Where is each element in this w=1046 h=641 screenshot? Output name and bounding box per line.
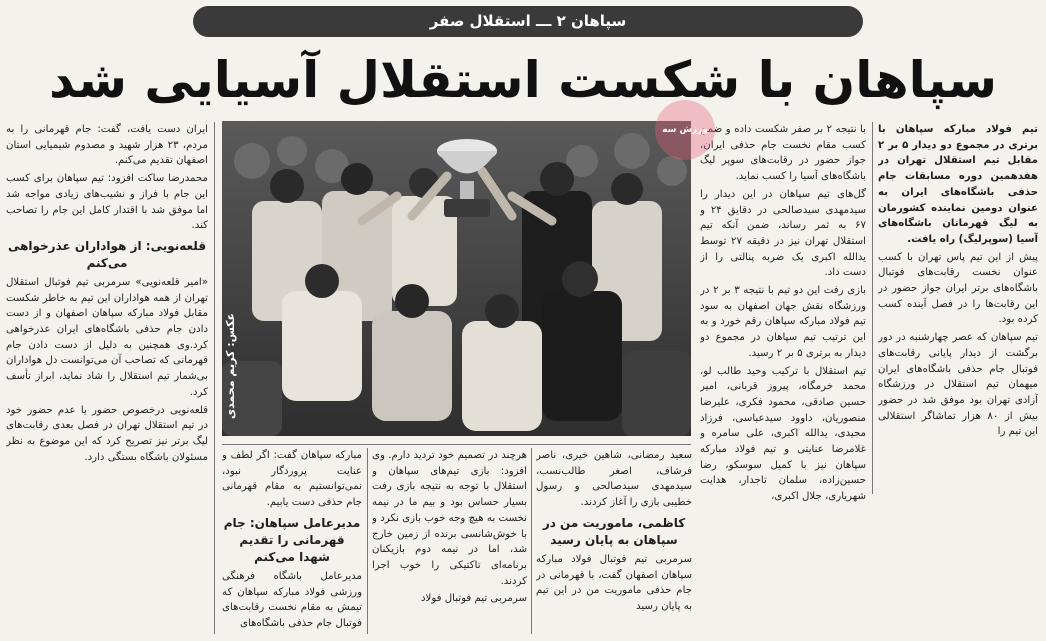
column-lead bbox=[878, 122, 1038, 494]
paragraph: محمدرضا ساکت افزود: تیم سپاهان برای کسب این جام با فراز و نشیب‌های زیادی مواجه شد اما موفق شد با اقتدار کامل این جام را تصاحب کند. bbox=[6, 173, 208, 232]
column-divider bbox=[872, 122, 873, 494]
column-2 bbox=[700, 122, 866, 634]
headline: سپاهان با شکست استقلال آسیایی شد bbox=[48, 51, 998, 109]
paragraph: تیم استقلال با ترکیب وحید طالب لو، محمد خرمگاه، پیروز قربانی، امیر حسین صادقی، محمود فکری، علیرضا منصوریان، داوود سیدعباسی، فرزاد مجیدی، یدالله اکبری، علی سامره و غلامرضا عنایتی و تیم فولاد مبارکه سپاهان نیز با کمیل سوسکو، رضا حسین‌زاده، سلمان تاجدار، هدایت شهریاری، جلال اکبری، bbox=[700, 365, 866, 503]
column-divider bbox=[367, 448, 368, 634]
watermark-logo: ورزش سه bbox=[655, 100, 715, 160]
paragraph: «امیر قلعه‌نویی» سرمربی تیم فوتبال استقلال تهران از همه هواداران این تیم به خاطر شکست مقابل فولاد مبارکه سپاهان اصفهان و از دست دادن جام حذفی باشگاه‌های ایران عذرخواهی کرد.وی همچنین به دلیل از دست دادن جام قهرمانی که تصاحب آن می‌توانست دل هواداران بی‌شمار تیم استقلال را شاد نماید، ابراز تأسف کرد. bbox=[6, 276, 208, 398]
paragraph: سرمربی تیم فوتبال فولاد مبارکه سپاهان اصفهان گفت، با قهرمانی در جام حذفی ماموریت من در این تیم به پایان رسید bbox=[536, 553, 692, 612]
subheading: کاظمی، ماموریت من در سپاهان به پایان رسید bbox=[542, 515, 686, 547]
paragraph: با نتیجه ۲ بر صفر شکست داده و ضمن کسب مقام نخست جام حذفی ایران، جواز حضور در رقابت‌های سوپر لیگ باشگاه‌های آسیا را کسب نماید. bbox=[700, 124, 866, 183]
paragraph: سرمربی تیم فوتبال فولاد bbox=[421, 593, 527, 605]
paragraph: سعید رمضانی، شاهین خیری، ناصر فرشاف، اصغر طالب‌نسب، سیدمهدی سیدصالحی و رسول خطیبی بازی را آغاز کردند. bbox=[536, 450, 692, 509]
column-6 bbox=[6, 122, 208, 634]
column-divider bbox=[214, 122, 215, 634]
paragraph: تیم سپاهان که عصر چهارشنبه در دور برگشت از دیدار پایانی رقابت‌های فوتبال جام حذفی باشگاه‌های ایران میهمان تیم استقلال در ورزشگاه آزادی تهران بود موفق شد در حضور بیش از ۸۰ هزار تماشاگر استقلالی این تیم را bbox=[878, 332, 1038, 438]
column-4 bbox=[372, 448, 527, 634]
paragraph: قلعه‌نویی درخصوص حضور یا عدم حضور خود در تیم استقلال تهران در فصل بعدی رقابت‌های لیگ برتر نیز تصریح کرد که این موضوع به نظر مسئولان باشگاه بستگی دارد. bbox=[6, 404, 208, 463]
paragraph: گل‌های تیم سپاهان در این دیدار را سیدمهدی سیدصالحی در دقایق ۲۴ و ۶۷ به ثمر رساند، ضمن آنکه تیم استقلال تهران نیز در دقیقه ۲۷ توسط یدالله اکبری یک ضربه پنالتی را از دست داد. bbox=[700, 188, 866, 279]
team-trophy-photo bbox=[222, 121, 691, 436]
paragraph: بازی رفت این دو تیم با نتیجه ۳ بر ۲ در ورزشگاه نقش جهان اصفهان به سود تیم فولاد مبارکه سپاهان رقم خورد و به این ترتیب تیم سپاهان در مجموع دو دیدار به برتری ۵ بر ۲ رسید. bbox=[700, 285, 866, 359]
column-divider bbox=[531, 448, 532, 634]
section-divider bbox=[222, 444, 691, 445]
column-3 bbox=[536, 448, 692, 634]
subheading: مدیرعامل سپاهان: جام قهرمانی را تقدیم شهدا می‌کنم bbox=[223, 515, 361, 564]
lead-paragraph: تیم فولاد مبارکه سپاهان با برتری در مجموع دو دیدار ۵ بر ۲ مقابل تیم استقلال تهران در هفدهمین دوره مسابقات جام حذفی باشگاه‌های ایران به عنوان دومین نماینده کشورمان به لیگ قهرمانان باشگاه‌های آسیا (سوپرلیگ) راه یافت. bbox=[878, 124, 1038, 245]
column-5 bbox=[222, 448, 362, 634]
paragraph: مدیرعامل باشگاه فرهنگی ورزشی فولاد مبارکه سپاهان که تیمش به مقام نخست رقابت‌های فوتبال جام حذفی باشگاه‌های bbox=[222, 570, 362, 629]
photo-credit: عکس: کریم محمدی bbox=[224, 312, 237, 420]
paragraph: ایران دست یافت، گفت: جام قهرمانی را به مردم، ۲۳ هزار شهید و مصدوم شیمیایی استان اصفهان تقدیم می‌کنم. bbox=[6, 124, 208, 167]
paragraph: هرچند در تصمیم خود تردید دارم. وی افزود: بازی تیم‌های سپاهان و استقلال با توجه به نتیجه بازی رفت بسیار حساس بود و بیم ما در نیمه نخست به هیچ وجه خوب بازی نکرد و با خوش‌شانسی برنده از زمین خارج شد، اما در نیمه دوم بازیکنان برنامه‌ای تاکتیکی را خوب اجرا کردند. bbox=[372, 450, 527, 587]
paragraph: مبارکه سپاهان گفت: اگر لطف و عنایت پروردگار نبود، نمی‌توانستیم به مقام قهرمانی جام حذفی دست یابیم. bbox=[222, 450, 362, 509]
subheading: قلعه‌نویی: از هواداران عذرخواهی می‌کنم bbox=[7, 238, 207, 270]
paragraph: پیش از این تیم پاس تهران با کسب عنوان نخست رقابت‌های فوتبال باشگاه‌های برتر ایران جواز حضور در این رقابت‌ها را در فصل آینده کسب کرده بود. bbox=[878, 251, 1038, 326]
kicker-banner: سپاهان ۲ ـــ استقلال صفر bbox=[193, 6, 863, 37]
team-photo-image bbox=[222, 121, 691, 436]
